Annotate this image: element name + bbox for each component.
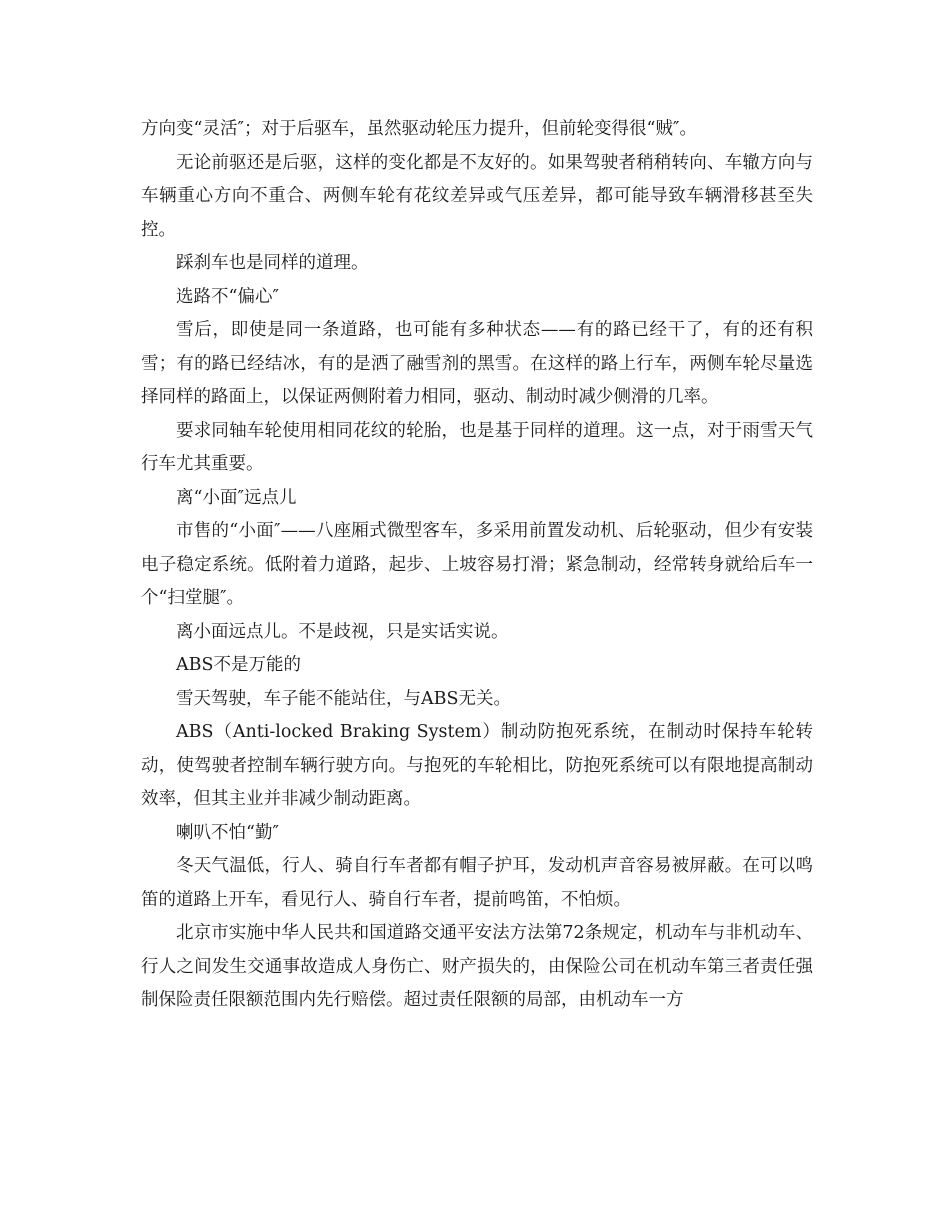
paragraph: 冬天气温低，行人、骑自行车者都有帽子护耳，发动机声音容易被屏蔽。在可以鸣笛的道路上开车，看见行人、骑自行车者，提前鸣笛，不怕烦。	[141, 856, 813, 910]
paragraph: 北京市实施中华人民共和国道路交通平安法方法第72条规定，机动车与非机动车、行人之间发生交通事故造成人身伤亡、财产损失的，由保险公司在机动车第三者责任强制保险责任限额范围内先行赔偿。超过责任限额的局部，由机动车一方	[141, 923, 813, 1010]
paragraph: 离小面远点儿。不是歧视，只是实话实说。	[176, 621, 509, 642]
paragraph: 要求同轴车轮使用相同花纹的轮胎，也是基于同样的道理。这一点，对于雨雪天气行车尤其重要。	[141, 420, 813, 474]
section-heading: 选路不“偏心″	[176, 286, 279, 307]
paragraph: 雪后，即使是同一条道路，也可能有多种状态——有的路已经干了，有的还有积雪；有的路已经结冰，有的是洒了融雪剂的黑雪。在这样的路上行车，两侧车轮尽量选择同样的路面上，以保证两侧附着力相同，驱动、制动时减少侧滑的几率。	[141, 320, 813, 407]
section-heading: 离“小面″远点儿	[176, 487, 297, 508]
paragraph: 市售的“小面″——八座厢式微型客车，多采用前置发动机、后轮驱动，但少有安装电子稳定系统。低附着力道路，起步、上坡容易打滑；紧急制动，经常转身就给后车一个“扫堂腿″。	[141, 521, 813, 608]
paragraph: ABS（Anti-locked Braking System）制动防抱死系统，在制动时保持车轮转动，使驾驶者控制车辆行驶方向。与抱死的车轮相比，防抱死系统可以有限地提高制动效率，但其主业并非减少制动距离。	[141, 722, 813, 809]
section-heading: ABS不是万能的	[176, 655, 301, 675]
paragraph-continuation: 方向变“灵活″；对于后驱车，虽然驱动轮压力提升，但前轮变得很“贼″。	[141, 119, 697, 139]
paragraph: 雪天驾驶，车子能不能站住，与ABS无关。	[176, 688, 511, 709]
paragraph: 无论前驱还是后驱，这样的变化都是不友好的。如果驾驶者稍稍转向、车辙方向与车辆重心方向不重合、两侧车轮有花纹差异或气压差异，都可能导致车辆滑移甚至失控。	[141, 152, 813, 240]
paragraph: 踩刹车也是同样的道理。	[176, 253, 369, 273]
document-body	[141, 113, 813, 1018]
section-heading: 喇叭不怕“勤″	[176, 822, 279, 843]
